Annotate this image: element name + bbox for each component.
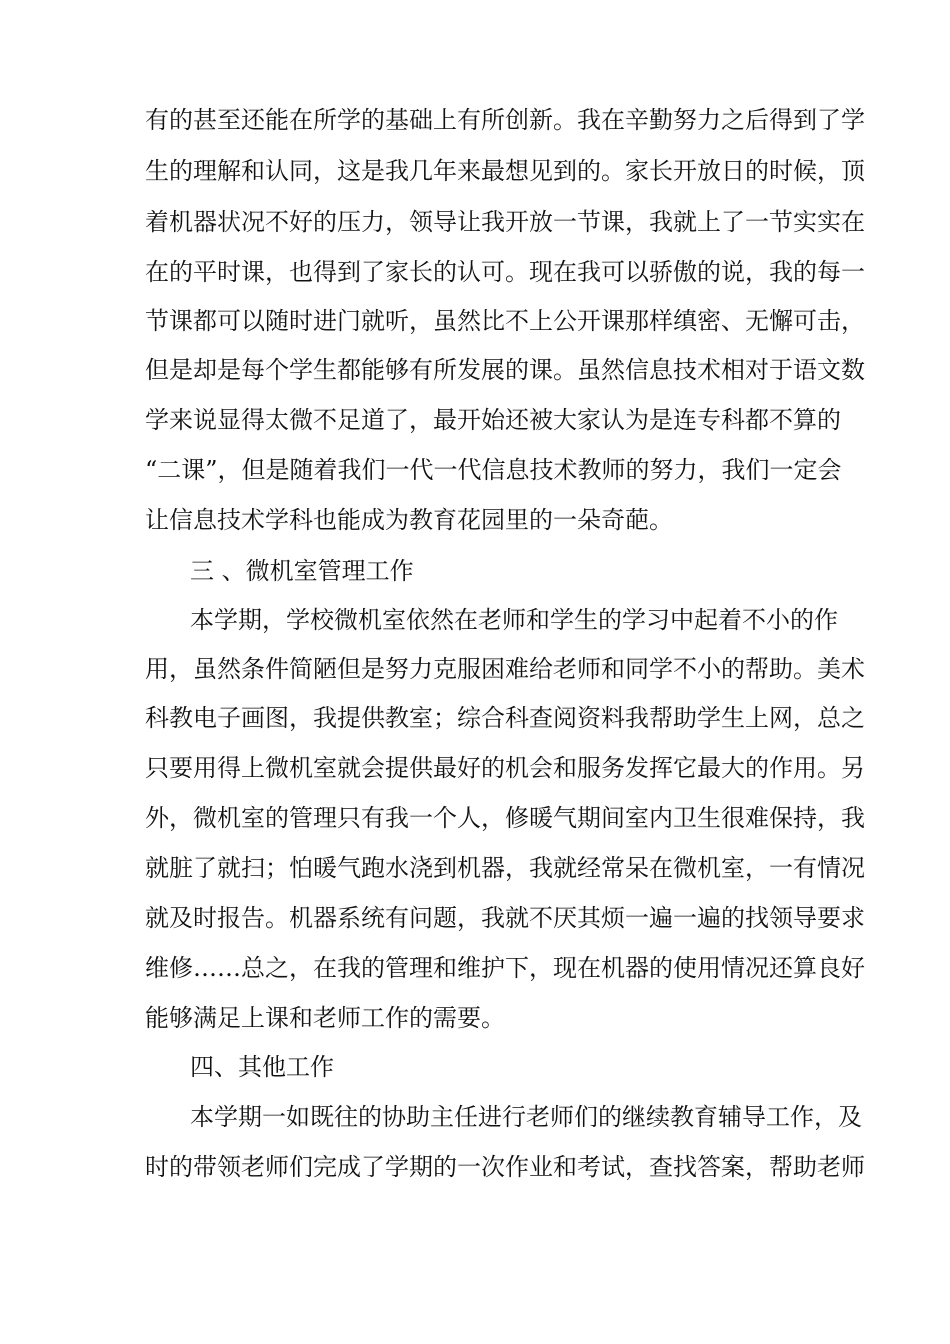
text-line: 学来说显得太微不足道了，最开始还被大家认为是连专科都不算的 (145, 406, 841, 434)
text-line: 让信息技术学科也能成为教育花园里的一朵奇葩。 (145, 506, 673, 534)
text-line: 就脏了就扫；怕暖气跑水浇到机器，我就经常呆在微机室，一有情况 (145, 854, 865, 882)
text-line: 能够满足上课和老师工作的需要。 (145, 1004, 505, 1032)
text-line: 在的平时课，也得到了家长的认可。现在我可以骄傲的说，我的每一 (145, 258, 865, 286)
text-line: “二课”，但是随着我们一代一代信息技术教师的努力，我们一定会 (145, 456, 842, 484)
text-line: 但是却是每个学生都能够有所发展的课。虽然信息技术相对于语文数 (145, 356, 865, 384)
section-heading: 三 、微机室管理工作 (190, 557, 414, 585)
text-line: 有的甚至还能在所学的基础上有所创新。我在辛勤努力之后得到了学 (145, 106, 865, 134)
text-line: 生的理解和认同，这是我几年来最想见到的。家长开放日的时候，顶 (145, 157, 865, 185)
text-line: 科教电子画图，我提供教室；综合科查阅资料我帮助学生上网，总之 (145, 704, 865, 732)
text-line: 就及时报告。机器系统有问题，我就不厌其烦一遍一遍的找领导要求 (145, 904, 865, 932)
text-line: 时的带领老师们完成了学期的一次作业和考试，查找答案，帮助老师 (145, 1153, 865, 1181)
text-line: 节课都可以随时进门就听，虽然比不上公开课那样缜密、无懈可击， (145, 307, 865, 335)
text-line: 只要用得上微机室就会提供最好的机会和服务发挥它最大的作用。另 (145, 754, 865, 782)
text-line: 本学期，学校微机室依然在老师和学生的学习中起着不小的作 (190, 606, 838, 634)
text-line: 维修……总之，在我的管理和维护下，现在机器的使用情况还算良好 (145, 954, 865, 982)
text-line: 用，虽然条件简陋但是努力克服困难给老师和同学不小的帮助。美术 (145, 655, 865, 683)
section-heading: 四、其他工作 (190, 1053, 334, 1081)
text-line: 外，微机室的管理只有我一个人，修暖气期间室内卫生很难保持，我 (145, 804, 865, 832)
text-line: 本学期一如既往的协助主任进行老师们的继续教育辅导工作，及 (190, 1103, 862, 1131)
text-line: 着机器状况不好的压力，领导让我开放一节课，我就上了一节实实在 (145, 208, 865, 236)
